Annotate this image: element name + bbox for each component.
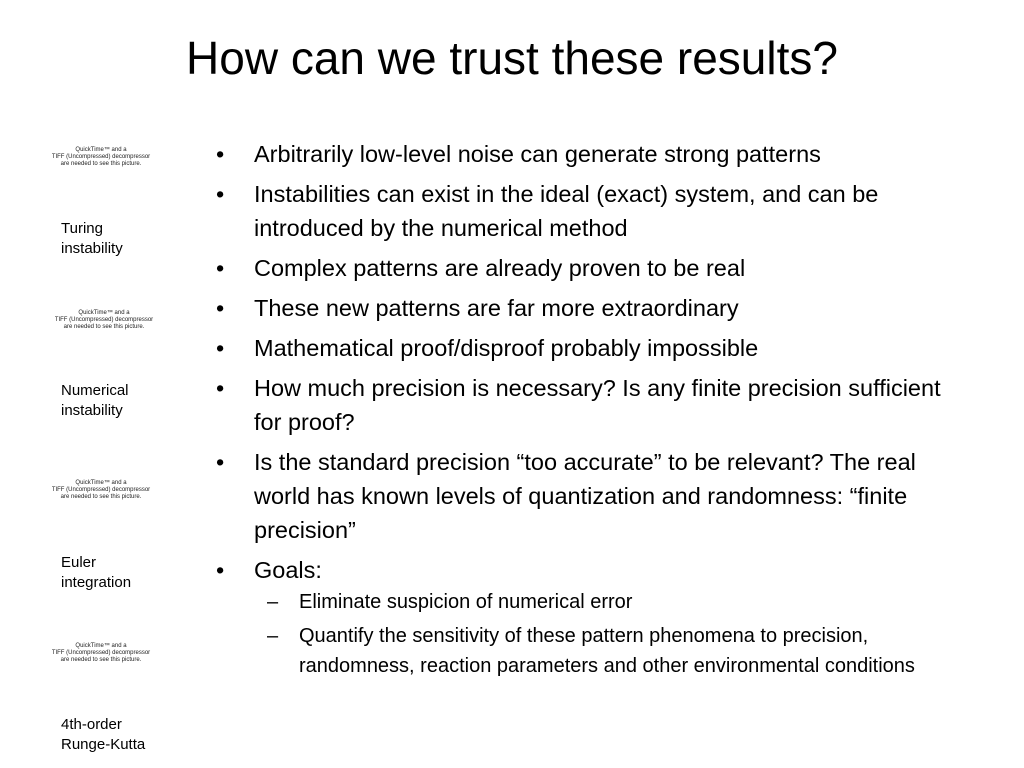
bullet-marker: • [216,141,225,167]
figure-caption [61,219,201,259]
caption-line: instability [61,240,123,257]
bullet-text: Arbitrarily low-level noise can generate strong patterns [254,141,821,167]
placeholder-line: TIFF (Uncompressed) decompressor [51,154,151,160]
bullet-text: Is the standard precision “too accurate” to be relevant? The real world has known levels of quantization and randomness: “finite precision” [254,449,916,543]
bullet-item [212,291,962,325]
sub-bullet-marker: – [267,591,279,613]
sub-bullet-item [254,587,962,617]
caption-line: 4th-order [61,716,122,733]
missing-picture-placeholder [49,310,159,331]
sub-bullet-item [254,621,962,681]
missing-picture-placeholder [46,147,156,168]
placeholder-line: are needed to see this picture. [60,161,142,167]
bullet-text: These new patterns are far more extraordinary [254,295,739,321]
bullet-item [212,371,962,439]
placeholder-line: are needed to see this picture. [60,657,142,663]
caption-line: Turing [61,220,103,237]
missing-picture-placeholder [46,480,156,501]
caption-line: Euler [61,554,97,571]
sub-bullet-list [254,587,962,681]
sub-bullet-marker: – [267,625,279,647]
bullet-item [212,251,962,285]
bullet-marker: • [216,181,225,207]
placeholder-line: QuickTime™ and a [75,643,127,649]
figure-caption [61,553,201,593]
figure-caption [61,715,201,755]
figure-caption [61,381,201,421]
caption-line: integration [61,574,132,591]
bullet-text: Complex patterns are already proven to be real [254,255,746,281]
bullet-item [212,445,962,547]
placeholder-line: QuickTime™ and a [75,480,127,486]
placeholder-line: QuickTime™ and a [78,310,130,316]
bullet-item [212,331,962,365]
caption-line: Runge-Kutta [61,736,146,753]
bullet-text: Instabilities can exist in the ideal (exact) system, and can be introduced by the numerical method [254,181,879,241]
bullet-marker: • [216,255,225,281]
bullet-item [212,137,962,171]
caption-line: Numerical [61,382,129,399]
bullet-item [212,177,962,245]
bullet-list [212,137,962,687]
sub-bullet-text: Eliminate suspicion of numerical error [299,591,633,613]
slide-title: How can we trust these results? [186,32,838,84]
bullet-item [212,553,962,681]
bullet-marker: • [216,335,225,361]
missing-picture-placeholder [46,643,156,664]
bullet-marker: • [216,449,225,475]
placeholder-line: TIFF (Uncompressed) decompressor [54,317,154,323]
placeholder-line: TIFF (Uncompressed) decompressor [51,487,151,493]
bullet-marker: • [216,375,225,401]
bullet-text: Goals: [254,557,322,583]
sub-bullet-text: Quantify the sensitivity of these pattern phenomena to precision, randomness, reaction parameters and other environmental conditions [299,625,915,677]
placeholder-line: TIFF (Uncompressed) decompressor [51,650,151,656]
placeholder-line: QuickTime™ and a [75,147,127,153]
caption-line: instability [61,402,123,419]
bullet-text: How much precision is necessary? Is any finite precision sufficient for proof? [254,375,941,435]
placeholder-line: are needed to see this picture. [60,494,142,500]
bullet-marker: • [216,557,225,583]
bullet-marker: • [216,295,225,321]
bullet-text: Mathematical proof/disproof probably impossible [254,335,759,361]
placeholder-line: are needed to see this picture. [63,324,145,330]
